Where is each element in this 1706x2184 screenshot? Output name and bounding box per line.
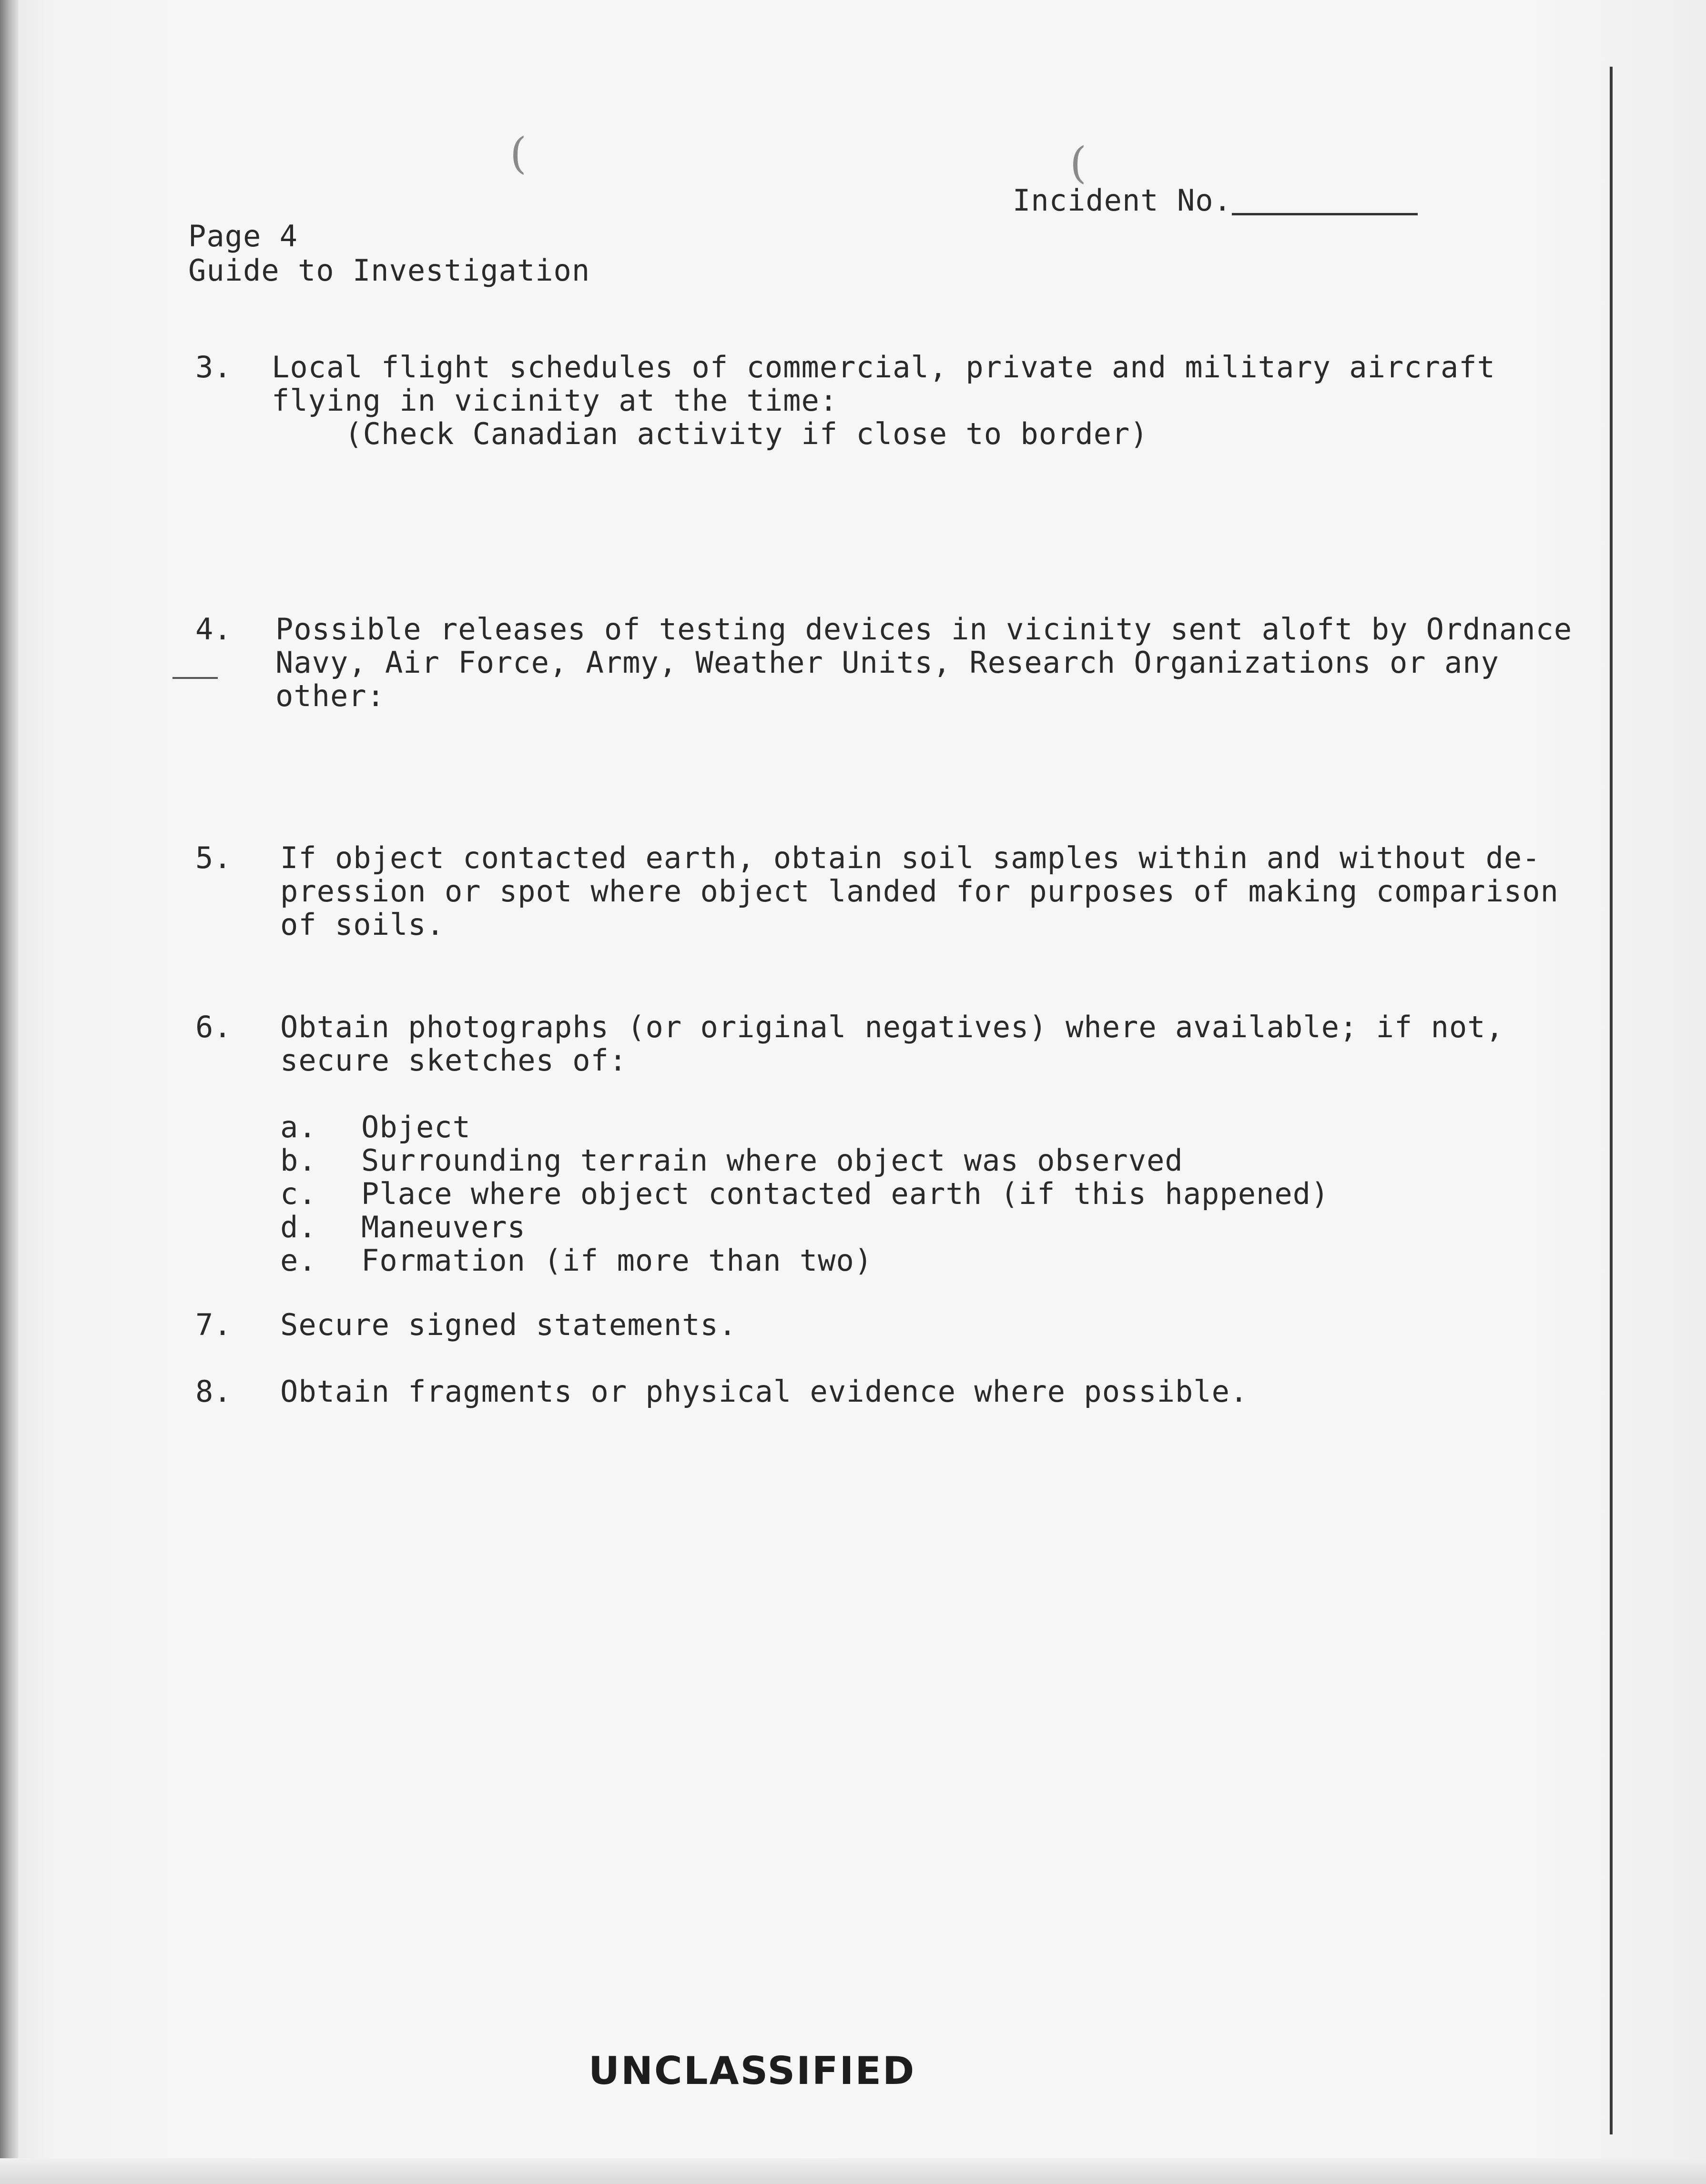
- item-text-line: Navy, Air Force, Army, Weather Units, Research Organizations or any: [275, 645, 1499, 680]
- incident-label: Incident No.: [1013, 183, 1232, 218]
- item-text-line: other:: [275, 678, 385, 713]
- sketch-list-item: Place where object contacted earth (if this happened): [361, 1176, 1330, 1211]
- item-text-line: If object contacted earth, obtain soil samples within and without de-: [280, 840, 1541, 875]
- item-number: 5.: [195, 840, 232, 875]
- sketch-list-letter: b.: [280, 1143, 317, 1178]
- item-text-line: pression or spot where object landed for purposes of making comparison: [280, 874, 1559, 909]
- page-number: Page 4: [188, 219, 298, 253]
- item-number: 4.: [195, 612, 232, 647]
- item-text-line: flying in vicinity at the time:: [272, 383, 838, 418]
- right-margin-rule: [1610, 67, 1613, 2134]
- scan-left-edge: [0, 0, 18, 2184]
- item-text-line: secure sketches of:: [280, 1043, 628, 1078]
- item-text-line: Secure signed statements.: [280, 1307, 737, 1342]
- sketch-list-item: Object: [361, 1110, 471, 1144]
- stray-mark: (: [510, 129, 527, 179]
- item-text-line: Possible releases of testing devices in vicinity sent aloft by Ordnance: [275, 612, 1573, 647]
- sketch-list-item: Formation (if more than two): [361, 1243, 873, 1278]
- sketch-list-letter: a.: [280, 1110, 317, 1144]
- sketch-list-item: Maneuvers: [361, 1210, 526, 1244]
- item-text-line: (Check Canadian activity if close to border): [272, 416, 1148, 451]
- document-title: Guide to Investigation: [188, 253, 590, 288]
- classification-stamp: UNCLASSIFIED: [589, 2049, 916, 2093]
- sketch-list-item: Surrounding terrain where object was observed: [361, 1143, 1183, 1178]
- item-text-line: of soils.: [280, 907, 445, 942]
- sketch-list-letter: d.: [280, 1210, 317, 1244]
- sketch-list-letter: c.: [280, 1176, 317, 1211]
- item-text-line: Obtain photographs (or original negatives) where available; if not,: [280, 1010, 1504, 1044]
- item-text-line: Obtain fragments or physical evidence where possible.: [280, 1374, 1249, 1409]
- item-text-line: Local flight schedules of commercial, private and military aircraft: [272, 350, 1495, 384]
- sketch-list-letter: e.: [280, 1243, 317, 1278]
- item-number: 7.: [195, 1307, 232, 1342]
- item-number: 6.: [195, 1010, 232, 1044]
- scan-bottom-edge: [0, 2158, 1706, 2184]
- item-number: 8.: [195, 1374, 232, 1409]
- item-number: 3.: [195, 350, 232, 384]
- incident-number-blank: [1232, 213, 1418, 215]
- margin-dash-mark: [173, 677, 218, 679]
- stray-mark: (: [1070, 138, 1087, 188]
